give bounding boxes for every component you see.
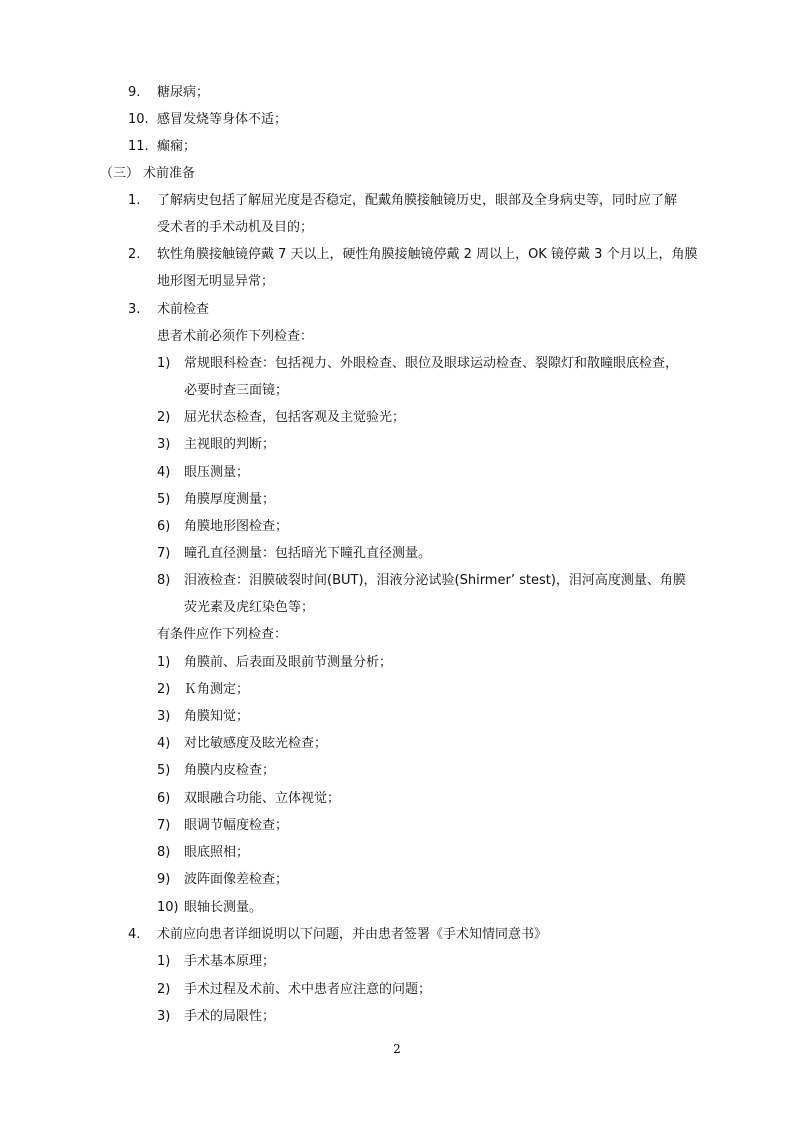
list-number: 4. <box>128 927 141 942</box>
list-item: 糖尿病； <box>157 85 210 100</box>
consent-item: 手术过程及术前、术中患者应注意的问题； <box>184 982 432 997</box>
sub-number: 5) <box>157 763 171 778</box>
list-item: 感冒发烧等身体不适； <box>157 112 288 127</box>
section-heading: 术前准备 <box>143 166 196 181</box>
list-number: 9. <box>128 85 141 100</box>
list-number: 11. <box>128 139 149 154</box>
exam-item: 屈光状态检查，包括客观及主觉验光； <box>184 410 406 425</box>
sub-number: 3) <box>157 1009 171 1024</box>
section-number: （三） <box>100 166 140 181</box>
exam-item: 泪液检查：泪膜破裂时间(BUT)，泪液分泌试验(Shirmer’ stest)，泪河高度测量、角膜 <box>184 573 686 588</box>
exam-item: 主视眼的判断； <box>184 437 276 452</box>
list-number: 2. <box>128 247 141 262</box>
exam-item: Ｋ角测定； <box>184 682 250 697</box>
exam-item: 常规眼科检查：包括视力、外眼检查、眼位及眼球运动检查、裂隙灯和散瞳眼底检查， <box>184 356 679 371</box>
list-number: 3. <box>128 302 141 317</box>
sub-number: 1) <box>157 655 171 670</box>
exam-item: 瞳孔直径测量：包括暗光下瞳孔直径测量。 <box>184 546 432 561</box>
consent-item: 手术的局限性； <box>184 1009 276 1024</box>
paragraph-line: 地形图无明显异常； <box>157 274 275 289</box>
page-number: 2 <box>393 1042 401 1056</box>
paragraph-line: 有条件应作下列检查： <box>157 627 288 642</box>
exam-item: 角膜知觉； <box>184 709 250 724</box>
exam-item: 眼底照相； <box>184 845 250 860</box>
sub-number: 7) <box>157 818 171 833</box>
sub-number: 8) <box>157 845 171 860</box>
sub-number: 1) <box>157 356 171 371</box>
paragraph-line: 术前应向患者详细说明以下问题，并由患者签署《手术知情同意书》 <box>157 927 548 942</box>
sub-number: 2) <box>157 410 171 425</box>
sub-number: 6) <box>157 519 171 534</box>
sub-number: 4) <box>157 736 171 751</box>
consent-item: 手术基本原理； <box>184 954 276 969</box>
sub-number: 2) <box>157 982 171 997</box>
exam-item: 角膜内皮检查； <box>184 763 276 778</box>
sub-number: 9) <box>157 872 171 887</box>
sub-number: 4) <box>157 465 171 480</box>
exam-item-cont: 荧光素及虎红染色等； <box>184 600 315 615</box>
exam-item: 对比敏感度及眩光检查； <box>184 736 328 751</box>
sub-number: 8) <box>157 573 171 588</box>
sub-number: 7) <box>157 546 171 561</box>
sub-number: 1) <box>157 954 171 969</box>
list-number: 1. <box>128 193 141 208</box>
paragraph-line: 了解病史包括了解屈光度是否稳定，配戴角膜接触镜历史，眼部及全身病史等，同时应了解 <box>157 193 678 208</box>
paragraph-line: 软性角膜接触镜停戴 7 天以上，硬性角膜接触镜停戴 2 周以上，OK 镜停戴 3 个月以上，角膜 <box>157 247 698 262</box>
exam-item-cont: 必要时查三面镜； <box>184 383 289 398</box>
exam-item: 双眼融合功能、立体视觉； <box>184 791 341 806</box>
exam-item: 角膜地形图检查； <box>184 519 289 534</box>
exam-item: 角膜厚度测量； <box>184 492 276 507</box>
list-number: 10. <box>128 112 149 127</box>
sub-number: 6) <box>157 791 171 806</box>
sub-number: 2) <box>157 682 171 697</box>
sub-number: 5) <box>157 492 171 507</box>
paragraph-line: 受术者的手术动机及目的； <box>157 220 314 235</box>
sub-number: 3) <box>157 709 171 724</box>
exam-item: 角膜前、后表面及眼前节测量分析； <box>184 655 393 670</box>
subsection-title: 术前检查 <box>157 302 210 317</box>
sub-number: 10) <box>157 900 179 915</box>
list-item: 癫痫； <box>157 139 197 154</box>
paragraph-line: 患者术前必须作下列检查： <box>157 329 314 344</box>
sub-number: 3) <box>157 437 171 452</box>
exam-item: 波阵面像差检查； <box>184 872 289 887</box>
exam-item: 眼轴长测量。 <box>184 900 263 915</box>
exam-item: 眼调节幅度检查； <box>184 818 289 833</box>
exam-item: 眼压测量； <box>184 465 250 480</box>
